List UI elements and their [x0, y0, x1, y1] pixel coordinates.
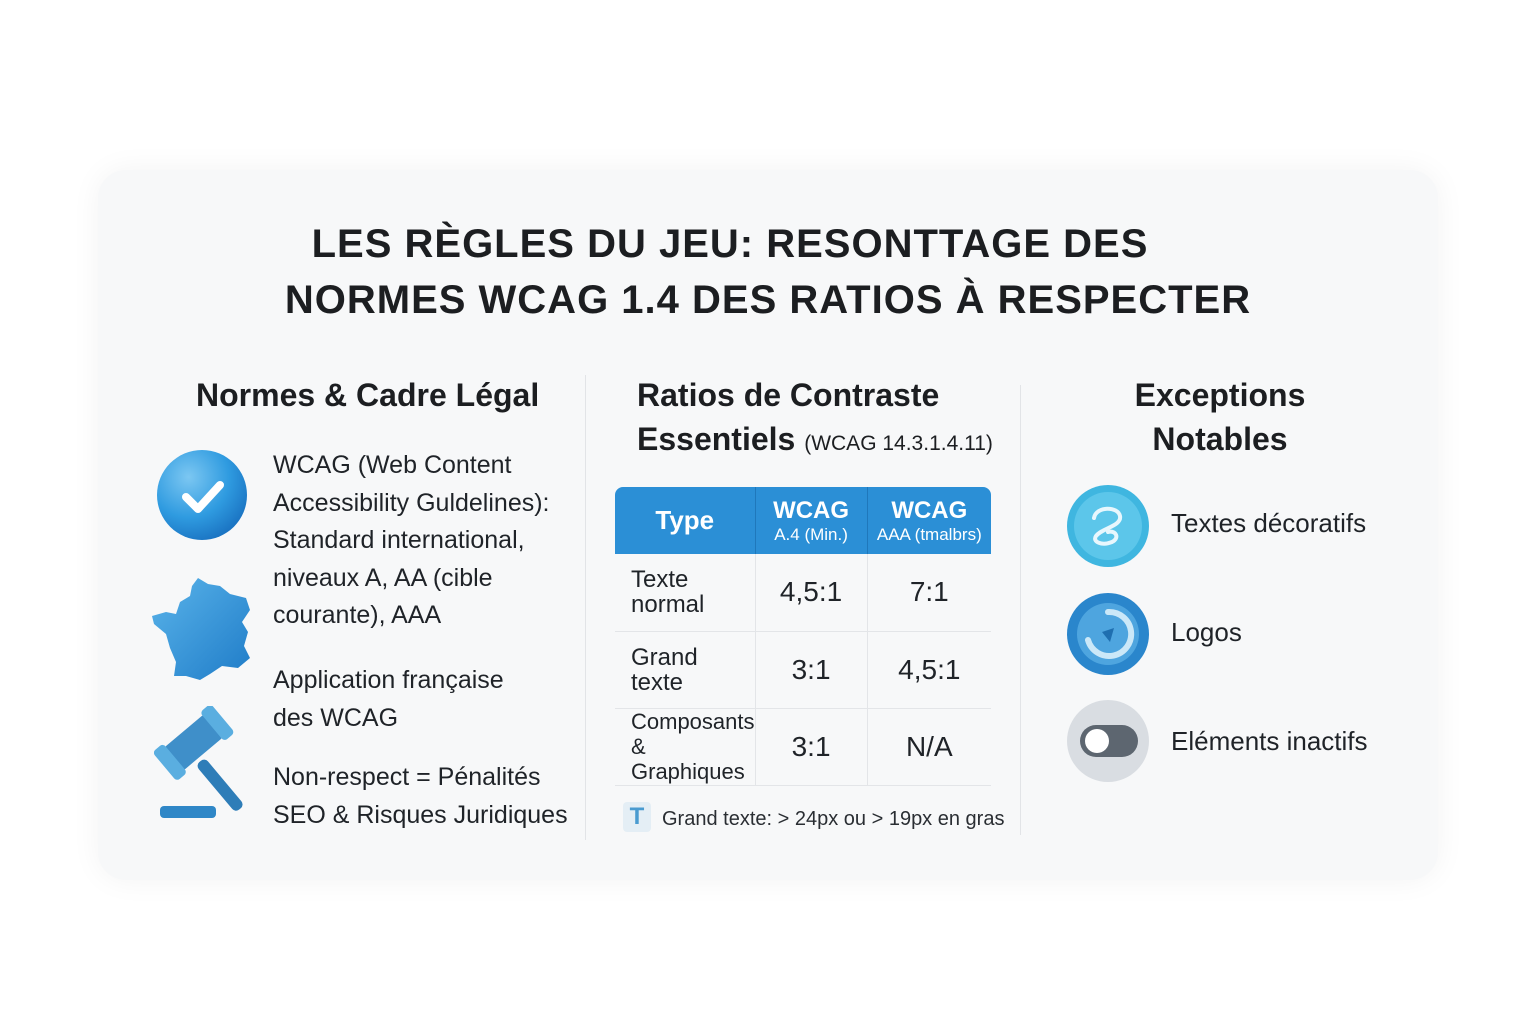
gavel-icon: [154, 706, 258, 827]
left-item-france: Application française des WCAG: [273, 666, 504, 732]
column-divider-left: [585, 375, 586, 840]
table-row: [615, 554, 991, 631]
large-text-note: Grand texte: > 24px ou > 19px en gras: [662, 808, 1005, 830]
table-row: [615, 631, 991, 708]
header-wcag-aa: WCAG A.4 (Min.): [755, 487, 867, 554]
toggle-icon: [1066, 699, 1150, 788]
column-divider-right: [1020, 385, 1021, 835]
middle-column-heading: Ratios de Contraste Essentiels (WCAG 14.3.1.4.11): [637, 377, 993, 457]
wcag-reference: (WCAG 14.3.1.4.11): [804, 432, 993, 455]
header-type: Type: [615, 487, 755, 554]
exception-inactive-elements: Eléments inactifs: [1171, 726, 1368, 756]
cell-aaa-value: 4,5:1: [867, 631, 991, 708]
cell-aa-value: 3:1: [755, 631, 867, 708]
left-item-penalties: Non-respect = Pénalités SEO & Risques Juridiques: [273, 763, 568, 829]
cell-aaa-value: 7:1: [867, 554, 991, 631]
right-column-heading: Exceptions Notables: [1134, 377, 1306, 457]
header-wcag-aaa: WCAG AAA (tmalbrs): [867, 487, 991, 554]
left-item-wcag: WCAG (Web Content Accessibility Guldelines): Standard international, niveaux A, AA (cible courante), AAA: [273, 451, 550, 629]
exception-decorative-text: Textes décoratifs: [1171, 508, 1367, 538]
title-line-2: NORMES WCAG 1.4 DES RATIOS À RESPECTER: [284, 278, 1252, 322]
cell-aa-value: 4,5:1: [755, 554, 867, 631]
left-column-heading: Normes & Cadre Légal: [196, 377, 540, 413]
cell-aa-value: 3:1: [755, 708, 867, 785]
row-label: Composants & Graphiques: [615, 708, 755, 785]
text-size-icon: T: [623, 802, 651, 832]
row-label: Texte normal: [615, 554, 755, 631]
logo-circle-icon: [1066, 592, 1150, 681]
france-map-icon: [150, 576, 256, 687]
title-line-1: LES RÈGLES DU JEU: RESONTTAGE DES: [311, 222, 1149, 266]
row-label: Grand texte: [615, 631, 755, 708]
cell-aaa-value: N/A: [867, 708, 991, 785]
contrast-ratio-table: [615, 487, 991, 786]
swirl-icon: [1066, 484, 1150, 573]
exception-logos: Logos: [1171, 617, 1242, 647]
table-row: [615, 708, 991, 785]
check-badge-icon: [156, 449, 248, 546]
